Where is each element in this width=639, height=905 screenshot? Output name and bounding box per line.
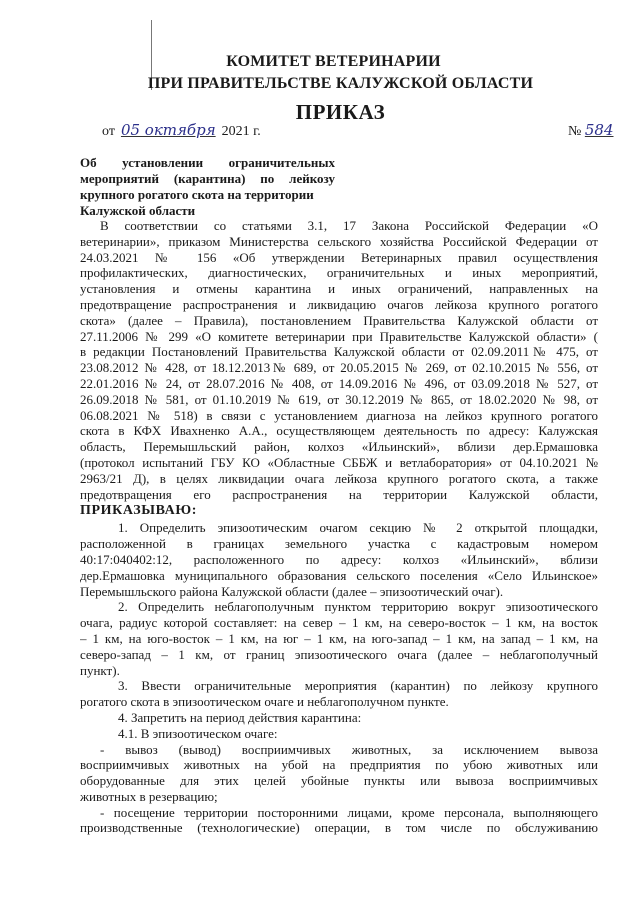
handwritten-number: 584 [584, 121, 614, 139]
preamble-line: 27.11.2006 № 299 «О комитете ветеринарии при Правительстве Калужской области» ( [80, 328, 598, 344]
item-4-line: 4. Запретить на период действия карантина: [118, 709, 362, 725]
item-2-line: – 1 км, на юго-восток – 1 км, на юг – 1 км, на юго-запад – 1 км, на запад – 1 км, на [80, 630, 598, 646]
preamble-line: 22.01.2016 № 24, от 28.07.2016 № 408, от 14.09.2016 № 496, от 03.09.2018 № 527, от [80, 375, 598, 391]
preamble-line: (протокол испытаний ГБУ КО «Областные СББЖ и ветлаборатория» от 04.10.2021 № [80, 454, 598, 470]
preamble-line: 2963/21 Д), в целях ликвидации очага лейкоза крупного рогатого скота, а также [80, 470, 598, 486]
committee-subtitle: ПРИ ПРАВИТЕЛЬСТВЕ КАЛУЖСКОЙ ОБЛАСТИ [147, 75, 534, 92]
preamble-line: 23.08.2012 № 428, от 18.12.2013№ 689, от 20.05.2015 № 269, от 02.10.2015 № 556, от [80, 360, 598, 376]
preamble-line: В соответствии со статьями 3.1, 17 Закона Российской Федерации «О [100, 218, 598, 233]
preamble-line: профилактических, диагностических, ограничительных и иных мероприятий, [80, 265, 598, 281]
subject-line: мероприятий (карантина) по лейкозу [80, 171, 335, 186]
preamble-line: установления и отмены карантина и иных ограничений, направленных на [80, 281, 598, 297]
item-4-1-line: 4.1. В эпизоотическом очаге: [118, 725, 278, 741]
preamble-line: ветеринарии», приказом Министерства сельского хозяйства Российской Федерации от [80, 233, 598, 249]
committee-name: КОМИТЕТ ВЕТЕРИНАРИИ [226, 53, 441, 70]
preamble-line: предотвращения его распространения на территории Калужской области, [80, 486, 598, 502]
order-body [80, 218, 598, 836]
preamble-line: предотвращение распространения и ликвидацию очагов лейкоза крупного рогатого [80, 296, 598, 312]
subject-line: Калужской области [80, 203, 196, 218]
preamble-line: 06.08.2021 № 518) в связи с установлением диагноза на лейкоз крупного рогатого [80, 407, 598, 423]
item-2-line: очага, радиус которой составляет: на север – 1 км, на северо-восток – 1 км, на восток [80, 615, 598, 631]
item-2-line: северо-запад – 1 км, от границ эпизоотического очага (далее – неблагополучный [80, 646, 598, 662]
preamble-line: в редакции Постановлений Правительства Калужской области от 02.09.2011№ 475, от [80, 344, 598, 360]
preamble-line: скота» (далее – Правила), постановлением Правительства Калужской области от [80, 312, 598, 328]
date-year: 2021 г. [221, 124, 261, 139]
item-2-line: пункт). [80, 662, 120, 678]
preamble-line: 26.09.2018 № 581, от 01.10.2019 № 619, от 30.12.2019 № 865, от 18.02.2020 № 98, от [80, 391, 598, 407]
bullet-1-line: животных в резервацию; [80, 788, 218, 804]
item-1-line: расположенной в границах земельного участка с кадастровым номером [80, 536, 598, 552]
number-label: № [568, 124, 582, 139]
item-1-line: 40:17:040402:12, расположенного по адресу: колхоз «Ильинский», вблизи [80, 551, 598, 567]
document-type-title: ПРИКАЗ [295, 100, 386, 124]
preamble-line: скота в КФХ Ивахненко А.А., осуществляющем деятельность по адресу: Калужская [80, 423, 598, 439]
item-3-line: рогатого скота в эпизоотическом очаге и неблагополучном пункте. [80, 694, 449, 710]
item-1-line: дер.Ермашовка муниципального образования сельского поселения «Село Ильинское» [80, 567, 598, 583]
item-1-line: 1. Определить эпизоотическим очагом секцию № 2 открытой площадки, [118, 520, 598, 536]
bullet-2-line: производственные (технологические) операции, в том числе по обслуживанию [80, 820, 598, 836]
bullet-1-line: восприимчивых животных на убой на предприятия по убою животных или [80, 757, 598, 773]
bullet-1-line: - вывоз (вывод) восприимчивых животных, за исключением вывоза [100, 741, 598, 757]
order-subject [80, 155, 335, 219]
item-1-line: Перемышльского района Калужской области (далее – эпизоотический очаг). [80, 583, 504, 599]
preamble-line: 24.03.2021 № 156 «Об утверждении Ветеринарных правил осуществления [80, 249, 598, 265]
subject-line: Об установлении ограничительных [80, 155, 335, 170]
order-word: ПРИКАЗЫВАЮ: [80, 503, 197, 519]
date-line [102, 121, 261, 140]
subject-line: крупного рогатого скота на территории [80, 187, 314, 202]
bullet-1-line: оборудованные для этих целей убойные пункты или вывоза восприимчивых [80, 773, 598, 789]
bullet-2-line: - посещение территории посторонними лицами, кроме персонала, выполняющего [100, 804, 598, 820]
date-prefix: от [102, 124, 115, 139]
item-3-line: 3. Ввести ограничительные мероприятия (карантин) по лейкозу крупного [118, 678, 598, 694]
handwritten-date: 05 октября [120, 121, 216, 139]
preamble-line: область, Перемышльский район, колхоз «Ильинский», вблизи дер.Ермашовка [80, 439, 598, 455]
order-number [568, 121, 614, 140]
item-2-line: 2. Определить неблагополучным пунктом территорию вокруг эпизоотического [118, 599, 598, 615]
